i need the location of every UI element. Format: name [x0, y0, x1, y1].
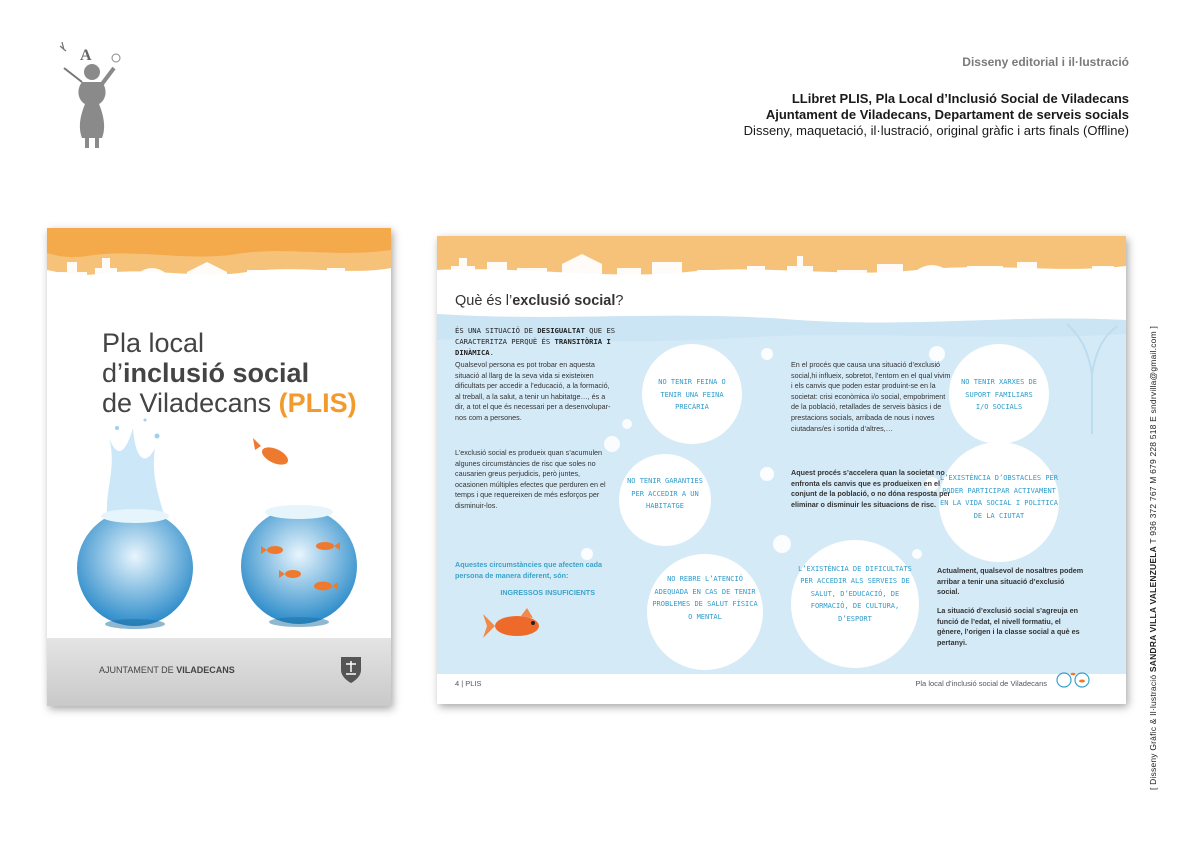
- skyline-band: [47, 228, 391, 300]
- designer-logo: [52, 38, 132, 150]
- bubble-housing: NO TENIR GARANTIES PER ACCEDIR A UN HABITATGE: [627, 477, 703, 511]
- goldfish-illustration: [481, 606, 557, 646]
- svg-text:A: A: [80, 47, 92, 64]
- col1-paragraph2: L’exclusió social es produeix quan s’acumulen algunes circumstàncies de risc que soles no causarien greus perjudicis, però juntes, ocasionen múltiples efectes que perduren en el temps i que requereixen de més esforços per disminuir-los.: [455, 448, 606, 510]
- inner-spread: [437, 236, 1126, 704]
- page-number: 4 | PLIS: [455, 679, 482, 688]
- project-header: [609, 55, 1129, 139]
- client-name: Ajuntament de Viladecans, Departament de serveis socials: [765, 107, 1129, 122]
- col2-paragraph1: En el procés que causa una situació d’exclusió social,hi influeix, sobretot, l’entorn en el qual vivim i els canvis que poden estar produint-se en la societat: crisi econòmica i/o social, empobriment de la població, retallades de serveis bàsics i de prestacions socials, arribada de nous i noves ciutadans/es i sortida d’altres,…: [791, 360, 951, 433]
- services-description: Disseny, maquetació, il·lustració, original gràfic i arts finals (Offline): [743, 123, 1129, 138]
- credits-prefix: [ Disseny Gràfic & Il·lustració: [1148, 674, 1158, 790]
- col1-paragraph1: Qualsevol persona es pot trobar en aquesta situació al llarg de la seva vida si existeixen dificultats per accedir a l’educació, a la formació, al treball, a la salut, a tenir un habitatge…, és a dir, a tot el que és necessari per a desenvolupar-nos com a persones.: [455, 360, 611, 422]
- fishbowls-mini-icon: [1055, 670, 1091, 688]
- cover-title: [102, 328, 357, 418]
- intro-lead: ÉS UNA SITUACIÓ DE DESIGUALTAT QUE ES CARACTERITZA PERQUÈ ÉS TRANSITÒRIA I DINÀMICA.: [455, 326, 616, 357]
- bubble-employment: NO TENIR FEINA O TENIR UNA FEINA PRECÀRIA: [658, 378, 726, 412]
- col1-highlight-item: INGRESSOS INSUFICIENTS: [500, 588, 595, 597]
- designer-contact: T 936 372 767 M 679 228 518 E sndrvilla@gmail.com ]: [1148, 325, 1158, 544]
- spread-skyline-band: [437, 236, 1126, 288]
- bubble-participation: L’EXISTÈNCIA D’OBSTACLES PER PODER PARTICIPAR ACTIVAMENT EN LA VIDA SOCIAL I POLÍTICA DE LA CIUTAT: [939, 474, 1058, 520]
- col3-paragraph2: La situació d’exclusió social s’agreuja en funció de l’edat, el nivell formatiu, el gènere, l’origen i la classe social a què es pertanyi.: [937, 606, 1080, 647]
- page-title: Què és l’exclusió social?: [455, 293, 624, 309]
- cover-title-line2: d’inclusió social: [102, 358, 310, 388]
- bubble-health: NO REBRE L’ATENCIÓ ADEQUADA EN CAS DE TENIR PROBLEMES DE SALUT FÍSICA O MENTAL: [652, 575, 758, 621]
- category-label: Disseny editorial i il·lustració: [962, 55, 1129, 69]
- col2-paragraph2: Aquest procés s’accelera quan la societat no enfronta els canvis que es produeixen en el conjunt de la població, o no dóna resposta per eliminar o disminuir les situacions de risc.: [791, 468, 951, 509]
- col1-highlight: Aquestes circumstàncies que afecten cada persona de manera diferent, són:: [455, 560, 603, 580]
- city-shield-icon: [340, 656, 362, 684]
- project-title: LLibret PLIS, Pla Local d’Inclusió Social de Viladecans: [791, 91, 1129, 106]
- cover-title-line1: Pla local: [102, 328, 205, 358]
- publisher-label: AJUNTAMENT DE VILADECANS: [99, 665, 235, 675]
- cover-footer: [47, 638, 391, 706]
- cover-title-line3: de Viladecans (PLIS): [102, 388, 357, 418]
- designer-credits: [1148, 250, 1162, 790]
- book-cover: [47, 228, 391, 706]
- bubble-support-network: NO TENIR XARXES DE SUPORT FAMILIARS I/O SOCIALS: [961, 378, 1037, 412]
- bubble-services-access: L’EXISTÈNCIA DE DIFICULTATS PER ACCEDIR ALS SERVEIS DE SALUT, D’EDUCACIÓ, DE FORMACIÓ, DE CULTURA, D’ESPORT: [798, 564, 912, 623]
- designer-name: SANDRA VILLA VALENZUELA: [1148, 546, 1158, 673]
- running-footer: Pla local d’inclusió social de Viladecans: [915, 679, 1047, 688]
- fishbowls-illustration: [47, 408, 391, 638]
- col3-paragraph1: Actualment, qualsevol de nosaltres podem arribar a tenir una situació d’exclusió social.: [937, 566, 1084, 597]
